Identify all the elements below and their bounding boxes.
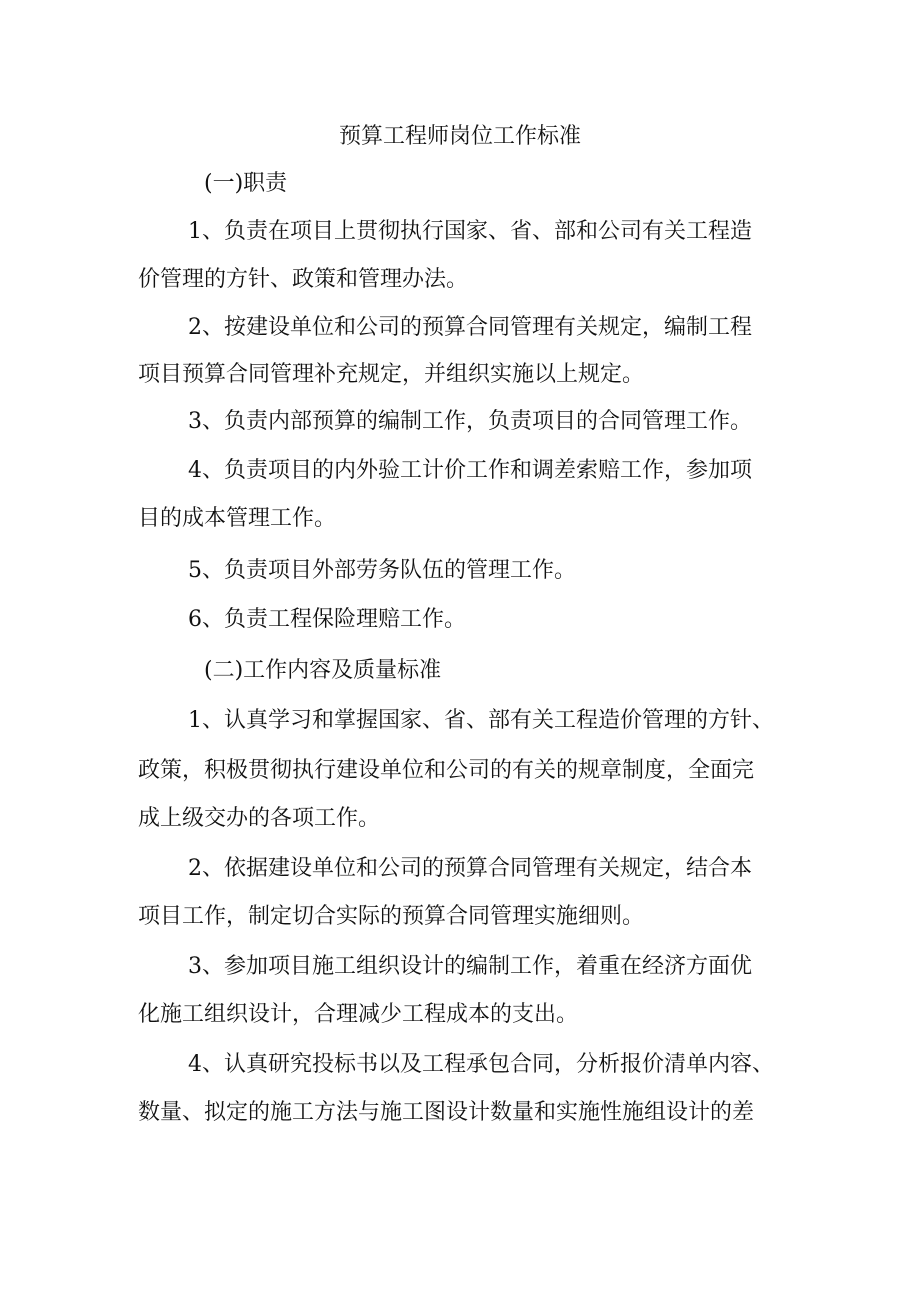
paragraph-line: 2、按建设单位和公司的预算合同管理有关规定，编制工程 <box>188 315 752 340</box>
paragraph-line: 目的成本管理工作。 <box>138 506 337 531</box>
paragraph-line: 价管理的方针、政策和管理办法。 <box>138 267 469 292</box>
paragraph-line: 6、负责工程保险理赔工作。 <box>188 607 466 632</box>
paragraph-line: 3、负责内部预算的编制工作，负责项目的合同管理工作。 <box>188 409 752 434</box>
paragraph-line: 1、认真学习和掌握国家、省、部有关工程造价管理的方针、 <box>188 708 774 733</box>
paragraph-line: 3、参加项目施工组织设计的编制工作，着重在经济方面优 <box>188 954 752 979</box>
paragraph-line: 4、负责项目的内外验工计价工作和调差索赔工作，参加项 <box>188 458 752 483</box>
document-title: 预算工程师岗位工作标准 <box>338 124 581 149</box>
paragraph-line: 项目预算合同管理补充规定，并组织实施以上规定。 <box>138 362 645 387</box>
paragraph-line: 政策，积极贯彻执行建设单位和公司的有关的规章制度，全面完 <box>138 758 755 783</box>
paragraph-line: 5、负责项目外部劳务队伍的管理工作。 <box>188 558 576 583</box>
paragraph-line: 1、负责在项目上贯彻执行国家、省、部和公司有关工程造 <box>188 219 752 244</box>
section-heading-work-content: (二)工作内容及质量标准 <box>204 658 442 683</box>
paragraph-line: 项目工作，制定切合实际的预算合同管理实施细则。 <box>138 904 645 929</box>
section-heading-duties: (一)职责 <box>204 171 288 196</box>
paragraph-line: 数量、拟定的施工方法与施工图设计数量和实施性施组设计的差 <box>138 1100 755 1125</box>
paragraph-line: 2、依据建设单位和公司的预算合同管理有关规定，结合本 <box>188 856 752 881</box>
paragraph-line: 成上级交办的各项工作。 <box>138 806 381 831</box>
paragraph-line: 4、认真研究投标书以及工程承包合同，分析报价清单内容、 <box>188 1052 774 1077</box>
paragraph-line: 化施工组织设计，合理减少工程成本的支出。 <box>138 1002 579 1027</box>
